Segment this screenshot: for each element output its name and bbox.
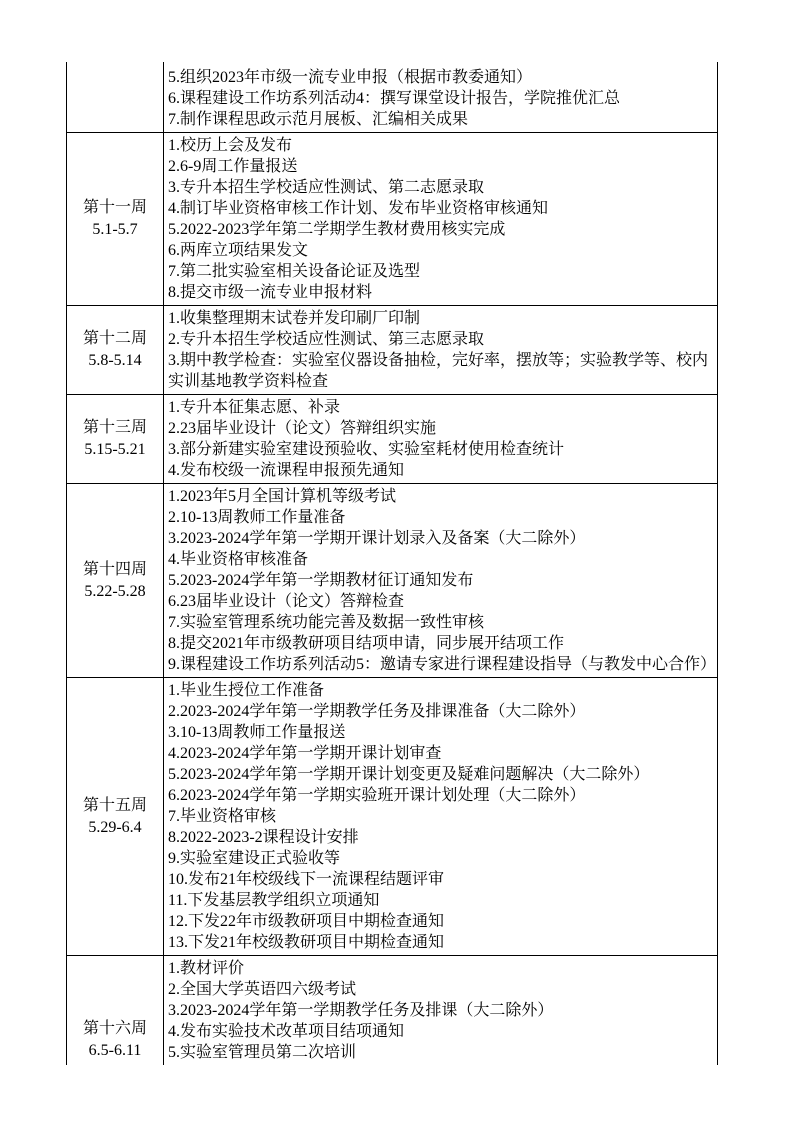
task-line: 5.2023-2024学年第一学期开课计划变更及疑难问题解决（大二除外） (168, 766, 650, 783)
tasks-cell (164, 306, 717, 394)
task-line: 9.课程建设工作坊系列活动5：邀请专家进行课程建设指导（与教发中心合作） (168, 656, 717, 673)
table-row (67, 483, 717, 677)
table-row (67, 955, 717, 1065)
week-label: 第十四周 (82, 560, 147, 578)
task-line: 13.下发21年校级教研项目中期检查通知 (168, 934, 445, 951)
task-line: 1.2023年5月全国计算机等级考试 (168, 488, 397, 505)
tasks-cell (164, 956, 717, 1065)
week-cell (67, 956, 164, 1065)
task-line: 7.毕业资格审核 (168, 808, 277, 825)
week-cell (67, 678, 164, 955)
week-label: 第十二周 (82, 330, 147, 347)
task-line: 6.两库立项结果发文 (168, 242, 309, 259)
task-line: 6.课程建设工作坊系列活动4：撰写课堂设计报告，学院推优汇总 (168, 90, 621, 107)
task-line: 2.23届毕业设计（论文）答辩组织实施 (168, 420, 437, 437)
task-line: 1.教材评价 (168, 960, 245, 977)
tasks-cell (164, 133, 717, 305)
week-label: 第十六周 (82, 1020, 147, 1037)
task-line: 1.收集整理期末试卷并发印刷厂印制 (168, 310, 421, 327)
task-line: 2.专升本招生学校适应性测试、第三志愿录取 (168, 331, 485, 348)
task-line: 4.发布实验技术改革项目结项通知 (168, 1023, 405, 1040)
task-line: 5.组织2023年市级一流专业申报（根据市教委通知） (168, 69, 533, 86)
task-line: 3.部分新建实验室建设预验收、实验室耗材使用检查统计 (168, 441, 565, 458)
task-line: 4.发布校级一流课程申报预先通知 (168, 462, 405, 479)
task-line: 7.制作课程思政示范月展板、汇编相关成果 (168, 111, 469, 128)
task-line: 11.下发基层教学组织立项通知 (168, 892, 380, 909)
week-cell (67, 306, 164, 394)
task-line: 10.发布21年校级线下一流课程结题评审 (168, 871, 445, 888)
week-dates: 5.1-5.7 (92, 221, 138, 238)
week-label: 第十五周 (82, 796, 147, 814)
task-line: 7.第二批实验室相关设备论证及选型 (168, 263, 421, 280)
week-cell (67, 133, 164, 305)
week-dates: 5.15-5.21 (84, 441, 146, 458)
task-line: 6.2023-2024学年第一学期实验班开课计划处理（大二除外） (168, 787, 586, 804)
week-label: 第十一周 (82, 199, 147, 216)
table-row (67, 305, 717, 394)
week-dates: 5.22-5.28 (84, 582, 146, 600)
task-line: 5.2023-2024学年第一学期教材征订通知发布 (168, 572, 474, 589)
task-line: 1.专升本征集志愿、补录 (168, 399, 341, 416)
week-dates: 6.5-6.11 (88, 1042, 142, 1059)
task-line: 1.毕业生授位工作准备 (168, 682, 325, 699)
week-label: 第十三周 (82, 419, 147, 436)
task-line: 8.2022-2023-2课程设计安排 (168, 829, 359, 846)
task-line: 6.23届毕业设计（论文）答辩检查 (168, 593, 405, 610)
table-row (67, 677, 717, 955)
task-line: 12.下发22年市级教研项目中期检查通知 (168, 913, 445, 930)
task-line: 5.实验室管理员第二次培训 (168, 1044, 357, 1061)
task-line: 2.10-13周教师工作量准备 (168, 509, 346, 526)
task-line: 1.校历上会及发布 (168, 137, 293, 154)
task-line: 2.6-9周工作量报送 (168, 158, 298, 175)
tasks-cell (164, 484, 717, 677)
task-line: 2.全国大学英语四六级考试 (168, 981, 357, 998)
schedule-table (66, 62, 718, 1065)
table-row (67, 62, 717, 132)
task-line: 4.毕业资格审核准备 (168, 551, 309, 568)
task-line: 5.2022-2023学年第二学期学生教材费用核实完成 (168, 221, 506, 238)
task-line: 3.2023-2024学年第一学期开课计划录入及备案（大二除外） (168, 530, 586, 547)
task-line: 2.2023-2024学年第一学期教学任务及排课准备（大二除外） (168, 703, 586, 720)
tasks-cell (164, 62, 717, 132)
task-line: 3.期中教学检查：实验室仪器设备抽检，完好率，摆放等；实验教学等、校内实训基地教学资料检查 (168, 352, 709, 390)
task-line: 4.制订毕业资格审核工作计划、发布毕业资格审核通知 (168, 200, 549, 217)
task-line: 9.实验室建设正式验收等 (168, 850, 341, 867)
table-row (67, 394, 717, 483)
task-line: 3.专升本招生学校适应性测试、第二志愿录取 (168, 179, 485, 196)
week-cell (67, 395, 164, 483)
task-line: 4.2023-2024学年第一学期开课计划审查 (168, 745, 442, 762)
table-row (67, 132, 717, 305)
week-dates: 5.29-6.4 (88, 818, 142, 836)
task-line: 3.10-13周教师工作量报送 (168, 724, 346, 741)
task-line: 8.提交2021年市级教研项目结项申请，同步展开结项工作 (168, 635, 565, 652)
task-line: 7.实验室管理系统功能完善及数据一致性审核 (168, 614, 485, 631)
task-line: 3.2023-2024学年第一学期教学任务及排课（大二除外） (168, 1002, 554, 1019)
week-cell (67, 484, 164, 677)
task-line: 8.提交市级一流专业申报材料 (168, 284, 373, 301)
week-cell (67, 62, 164, 132)
week-dates: 5.8-5.14 (88, 352, 142, 369)
tasks-cell (164, 678, 717, 955)
tasks-cell (164, 395, 717, 483)
